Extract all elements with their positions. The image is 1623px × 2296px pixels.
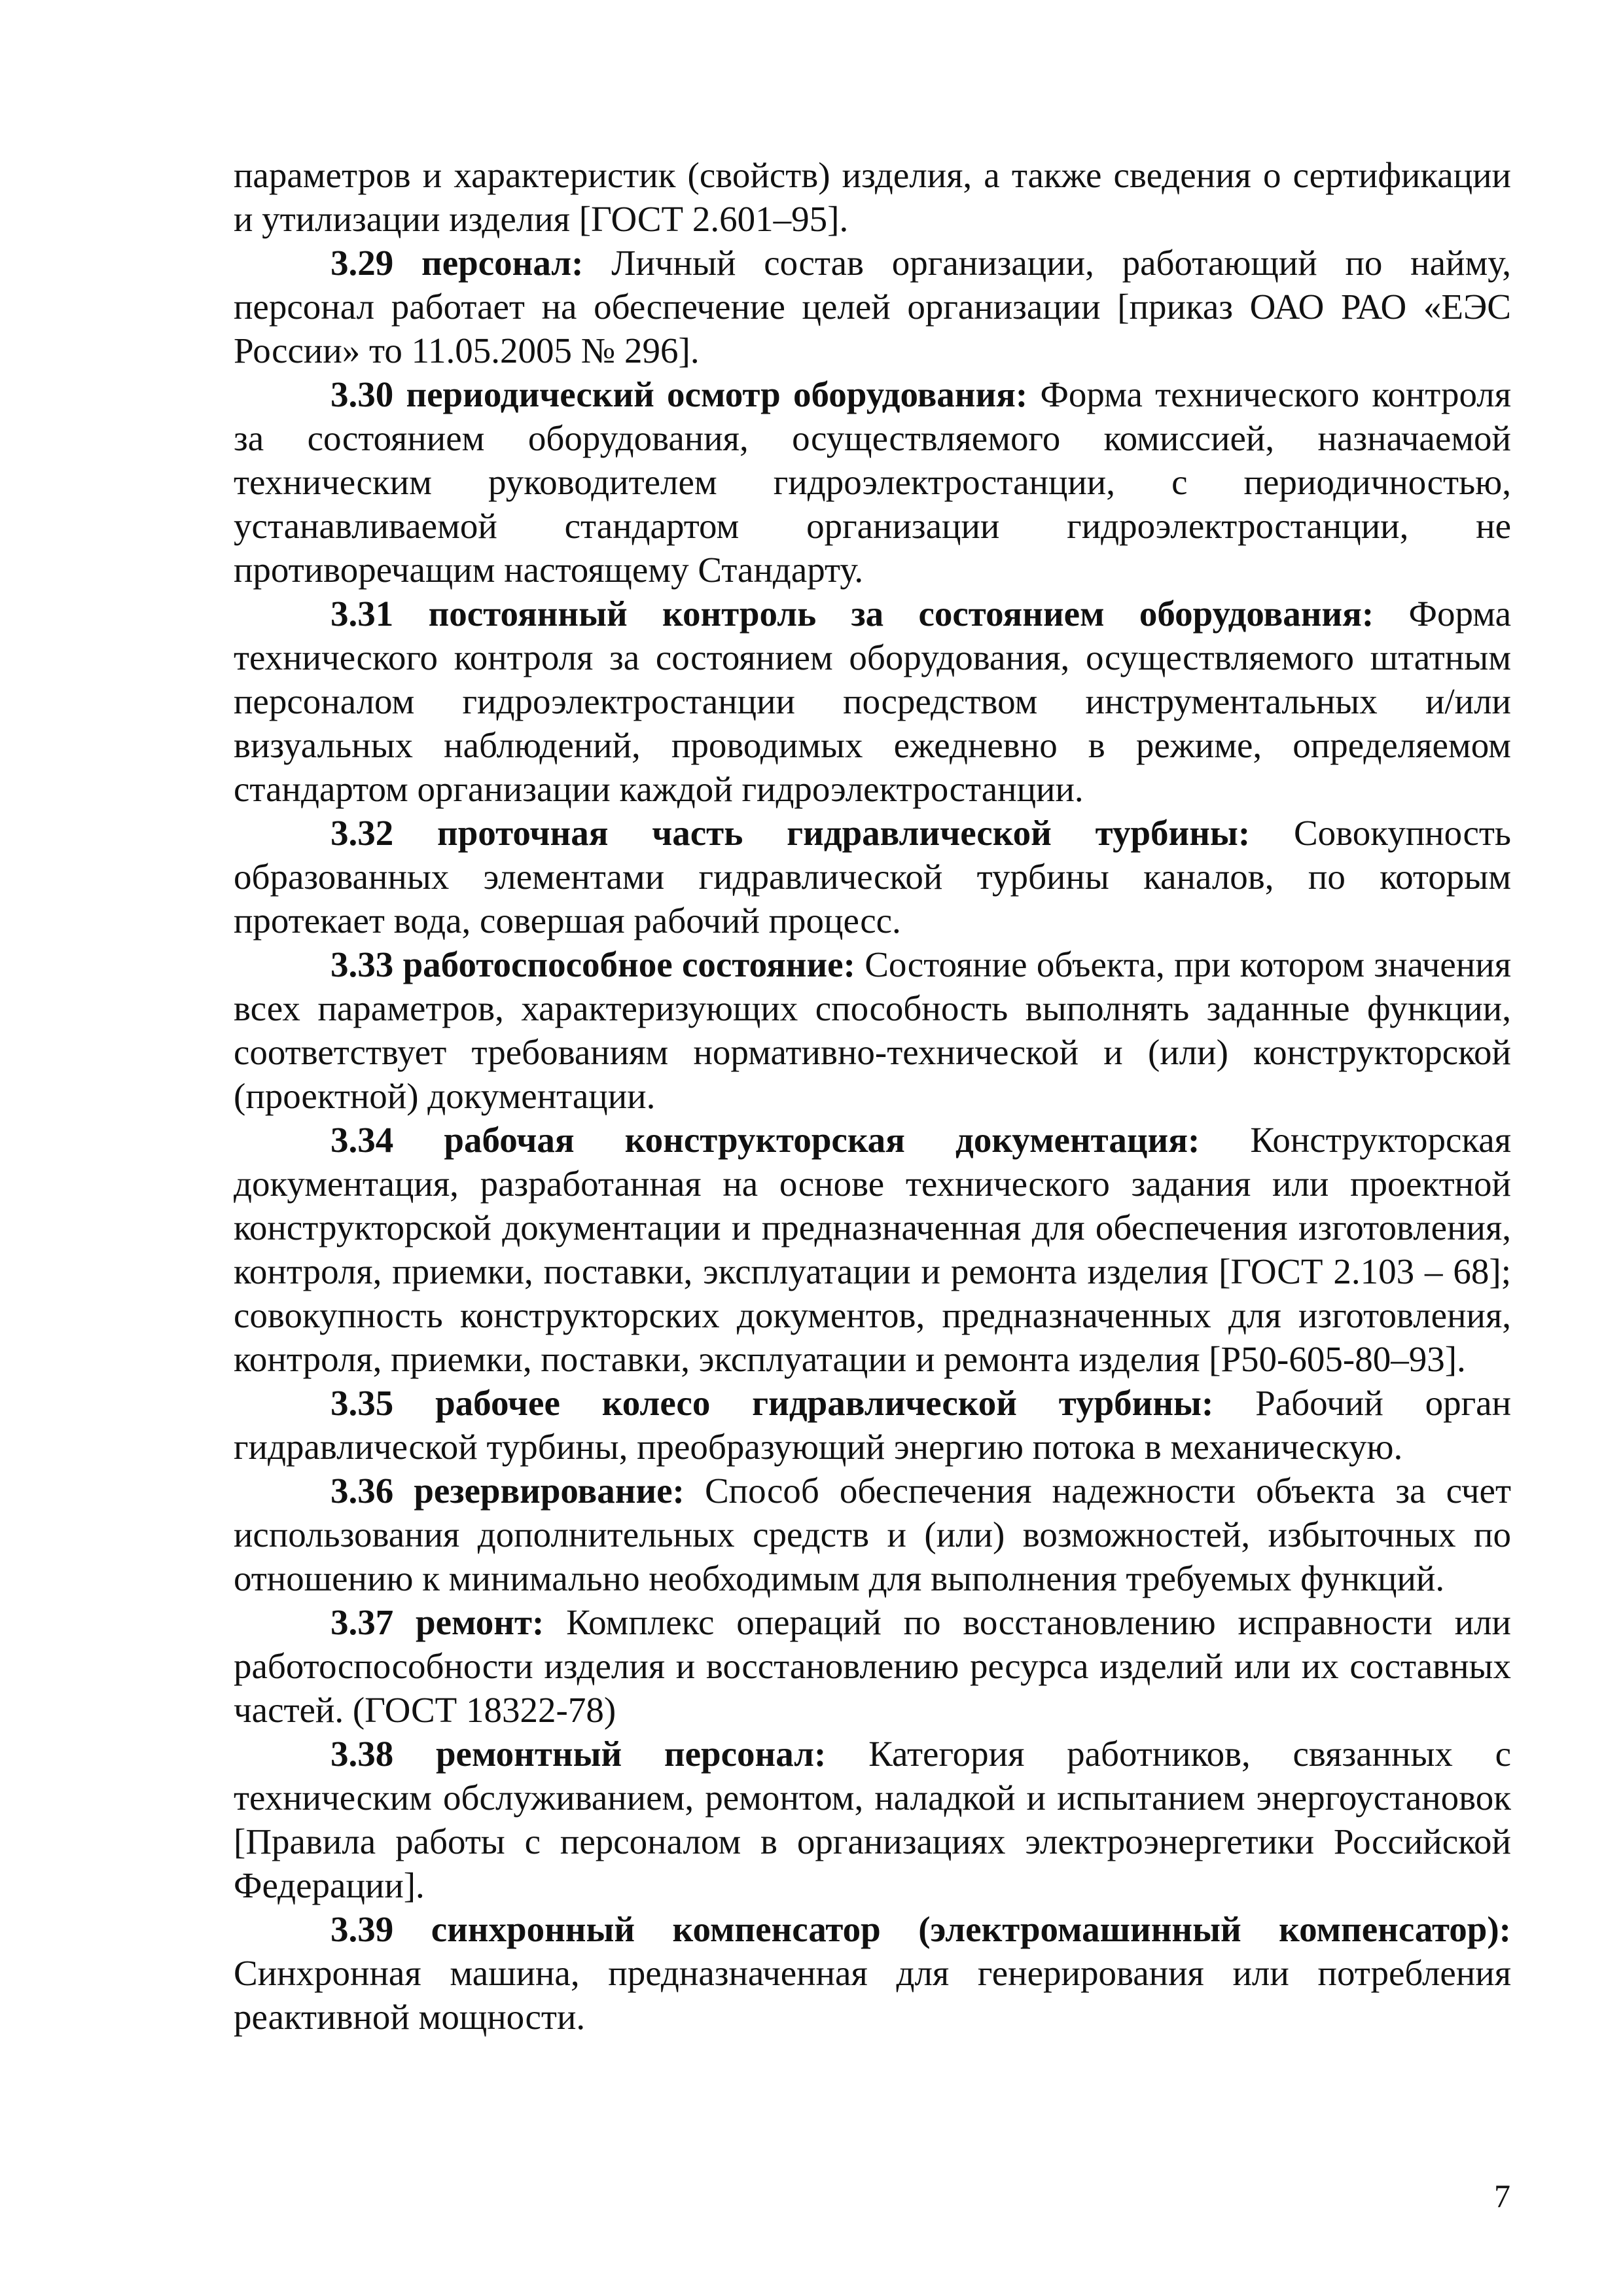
definition-entry-3-34	[234, 1118, 1511, 1381]
definition-text: Синхронная машина, предназначенная для генерирования или потребления реактивной мощности.	[234, 1953, 1511, 2037]
definition-entry-3-39	[234, 1907, 1511, 2039]
term-label: 3.31 постоянный контроль за состоянием оборудования:	[330, 594, 1374, 634]
term-label: 3.33 работоспособное состояние:	[330, 944, 855, 984]
definition-entry-3-31	[234, 592, 1511, 811]
term-label: 3.38 ремонтный персонал:	[330, 1734, 827, 1774]
term-label: 3.35 рабочее колесо гидравлической турбины:	[330, 1383, 1214, 1423]
term-label: 3.37 ремонт:	[330, 1602, 544, 1642]
definition-text: Форма технического контроля за состоянием оборудования, осуществляемого штатным персоналом гидроэлектростанции посредством инструментальных и/или визуальных наблюдений, проводимых ежедневно в режиме, определяемом стандартом организации каждой гидроэлектростанции.	[234, 594, 1511, 809]
term-label: 3.36 резервирование:	[330, 1471, 685, 1511]
definition-entry-3-35	[234, 1381, 1511, 1469]
definition-entry-3-29	[234, 241, 1511, 372]
definition-text: Состояние объекта, при котором значения всех параметров, характеризующих способность выполнять заданные функции, соответствует требованиям нормативно-технической и (или) конструкторской (проектной) документации.	[234, 944, 1511, 1116]
definition-entry-3-36	[234, 1469, 1511, 1600]
definition-entry-3-32	[234, 811, 1511, 942]
definition-entry-3-33	[234, 942, 1511, 1118]
term-label: 3.29 персонал:	[330, 243, 584, 283]
definition-text: Совокупность образованных элементами гидравлической турбины каналов, по которым протекает вода, совершая рабочий процесс.	[234, 813, 1511, 941]
definition-entry-3-38	[234, 1732, 1511, 1907]
term-label: 3.39 синхронный компенсатор (электромашинный компенсатор):	[330, 1909, 1511, 1949]
definition-text: Комплекс операций по восстановлению исправности или работоспособности изделия и восстановлению ресурса изделий или их составных частей. (ГОСТ 18322-78)	[234, 1602, 1511, 1730]
definition-text: Форма технического контроля за состоянием оборудования, осуществляемого комиссией, назначаемой техническим руководителем гидроэлектростанции, с периодичностью, устанавливаемой стандартом организации гидроэлектростанции, не противоречащим настоящему Стандарту.	[234, 374, 1511, 590]
term-label: 3.32 проточная часть гидравлической турбины:	[330, 813, 1251, 853]
definition-text: Категория работников, связанных с техническим обслуживанием, ремонтом, наладкой и испытанием энергоустановок [Правила работы с персоналом в организациях электроэнергетики Российской Федерации].	[234, 1734, 1512, 1905]
definition-entry-3-37	[234, 1600, 1511, 1732]
body-text	[234, 153, 1511, 2039]
continuation-paragraph: параметров и характеристик (свойств) изделия, а также сведения о сертификации и утилизации изделия [ГОСТ 2.601–95].	[234, 155, 1511, 239]
definition-text: Конструкторская документация, разработанная на основе технического задания или проектной конструкторской документации и предназначенная для обеспечения изготовления, контроля, приемки, поставки, эксплуатации и ремонта изделия [ГОСТ 2.103 – 68]; совокупность конструкторских документов, предназначенных для изготовления, контроля, приемки, поставки, эксплуатации и ремонта изделия [Р50-605-80–93].	[234, 1120, 1512, 1379]
definition-text: Личный состав организации, работающий по найму, персонал работает на обеспечение целей организации [приказ ОАО РАО «ЕЭС России» то 11.05.2005 № 296].	[234, 243, 1511, 370]
definition-text: Способ обеспечения надежности объекта за счет использования дополнительных средств и (или) возможностей, избыточных по отношению к минимально необходимым для выполнения требуемых функций.	[234, 1471, 1511, 1598]
page-number: 7	[1494, 2178, 1510, 2214]
term-label: 3.34 рабочая конструкторская документация:	[330, 1120, 1200, 1160]
definition-text: Рабочий орган гидравлической турбины, преобразующий энергию потока в механическую.	[234, 1383, 1512, 1467]
definition-entry-3-30	[234, 372, 1511, 592]
term-label: 3.30 периодический осмотр оборудования:	[330, 374, 1028, 414]
